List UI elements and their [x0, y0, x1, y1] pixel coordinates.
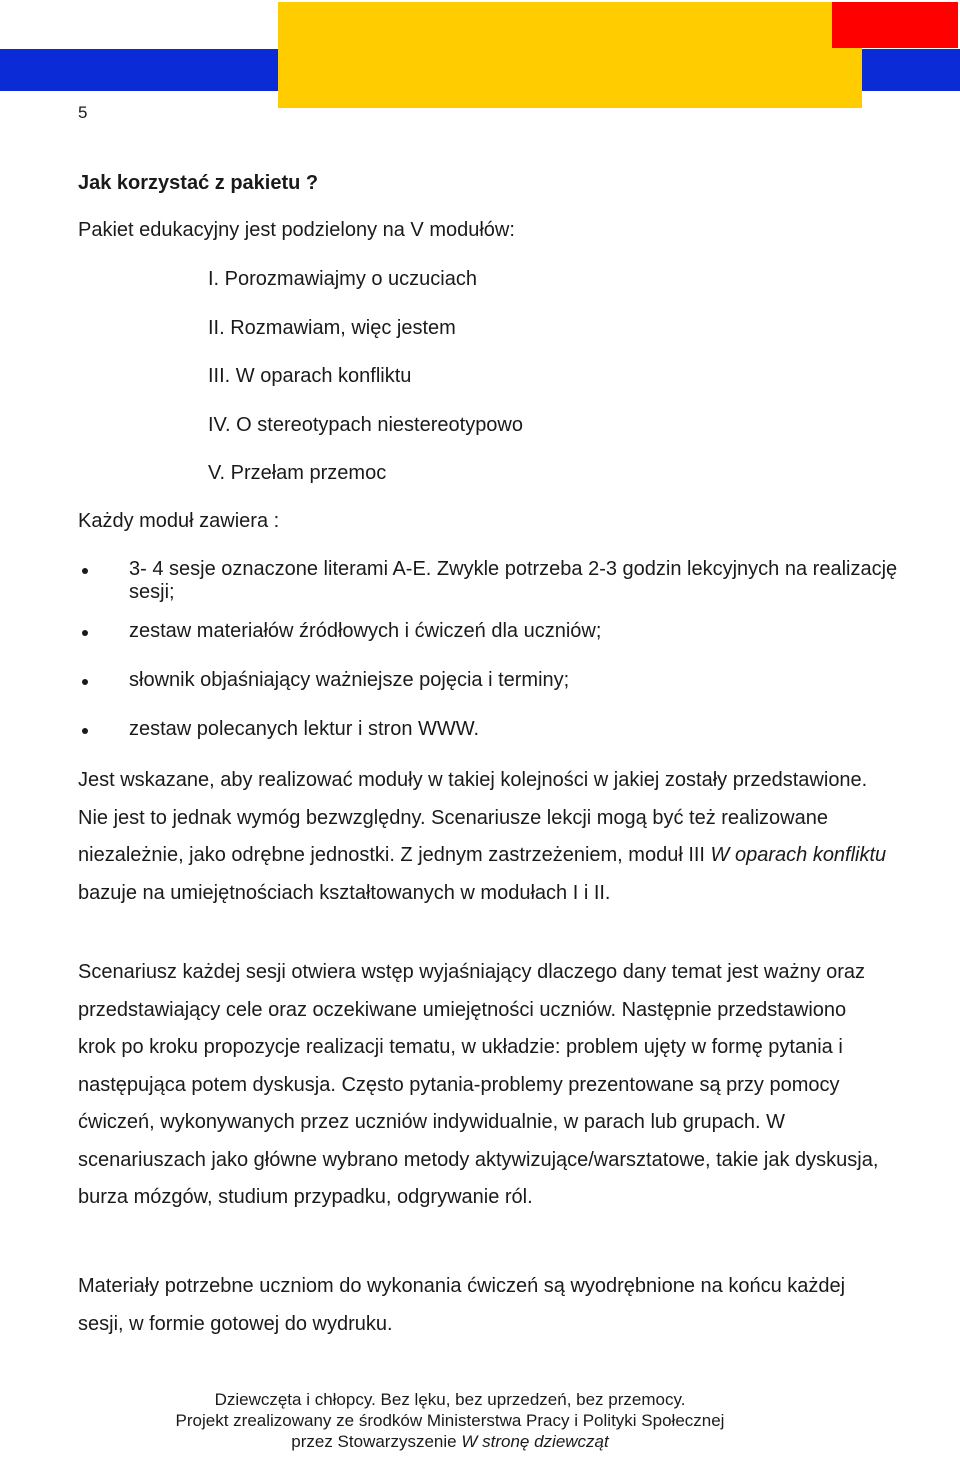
paragraph-order-text-end: bazuje na umiejętnościach kształtowanych w modułach I i II. — [78, 881, 611, 904]
footer-line: Dziewczęta i chłopcy. Bez lęku, bez uprzedzeń, bez przemocy. — [214, 1390, 686, 1409]
footer-text: przez Stowarzyszenie — [291, 1432, 462, 1451]
module-item: I. Porozmawiajmy o uczuciach — [208, 268, 477, 290]
module-item: II. Rozmawiam, więc jestem — [208, 316, 456, 339]
list-item-text: zestaw polecanych lektur i stron WWW. — [129, 718, 480, 740]
paragraph-order-text: Jest wskazane, aby realizować moduły w takiej kolejności w jakiej zostały przedstawione. Nie jest to jednak wymóg bezwzględny. Scenariusze lekcji mogą być też realizowane niezależnie, jako odrębne jednostki. Z jednym zastrzeżeniem, moduł III — [78, 769, 868, 866]
module-item: III. W oparach konfliktu — [208, 365, 412, 387]
paragraph-order — [78, 762, 888, 912]
contains-label: Każdy moduł zawiera : — [78, 510, 280, 532]
paragraph-materials: Materiały potrzebne uczniom do wykonania ćwiczeń są wyodrębnione na końcu każdej sesji, w formie gotowej do wydruku. — [78, 1275, 846, 1335]
header-band-yellow — [278, 2, 862, 108]
section-heading: Jak korzystać z pakietu ? — [78, 172, 319, 194]
footer-line: Projekt zrealizowany ze środków Ministerstwa Pracy i Polityki Społecznej — [175, 1411, 725, 1430]
intro-text: Pakiet edukacyjny jest podzielony na V modułów: — [78, 219, 515, 241]
bullet-icon — [82, 679, 88, 685]
bullet-icon — [82, 630, 88, 636]
list-item-text: 3- 4 sesje oznaczone literami A-E. Zwykle potrzeba 2-3 godzin lekcyjnych na realizację sesji; — [129, 558, 898, 603]
footer-org-name: W stronę dziewcząt — [461, 1432, 609, 1451]
list-item — [78, 558, 898, 620]
header-band-red — [832, 2, 958, 48]
bullet-icon — [82, 568, 88, 574]
page-footer — [0, 1389, 900, 1452]
page-number: 5 — [78, 103, 88, 122]
paragraph-scenario: Scenariusz każdej sesji otwiera wstęp wyjaśniający dlaczego dany temat jest ważny oraz przedstawiający cele oraz oczekiwane umiejętności uczniów. Następnie przedstawiono krok po kroku propozycje realizacji tematu, w układzie: problem ujęty w formę pytania i następująca potem dyskusja. Często pytania-problemy prezentowane są przy pomocy ćwiczeń, wykonywanych przez uczniów indywidualnie, w parach lub grupach. W scenariuszach jako główne wybrano metody aktywizujące/warsztatowe, takie jak dyskusja, burza mózgów, studium przypadku, odgrywanie ról. — [78, 961, 879, 1208]
module-item: IV. O stereotypach niestereotypowo — [208, 413, 523, 436]
list-item — [78, 718, 898, 748]
module-title-italic: W oparach konfliktu — [710, 844, 887, 866]
module-list — [208, 267, 523, 510]
contents-list — [78, 558, 898, 748]
module-item: V. Przełam przemoc — [208, 462, 387, 484]
list-item-text: słownik objaśniający ważniejsze pojęcia i terminy; — [129, 669, 570, 691]
list-item-text: zestaw materiałów źródłowych i ćwiczeń dla uczniów; — [129, 620, 602, 642]
list-item — [78, 620, 898, 669]
bullet-icon — [82, 728, 88, 734]
list-item — [78, 669, 898, 718]
footer-line — [0, 1431, 900, 1452]
